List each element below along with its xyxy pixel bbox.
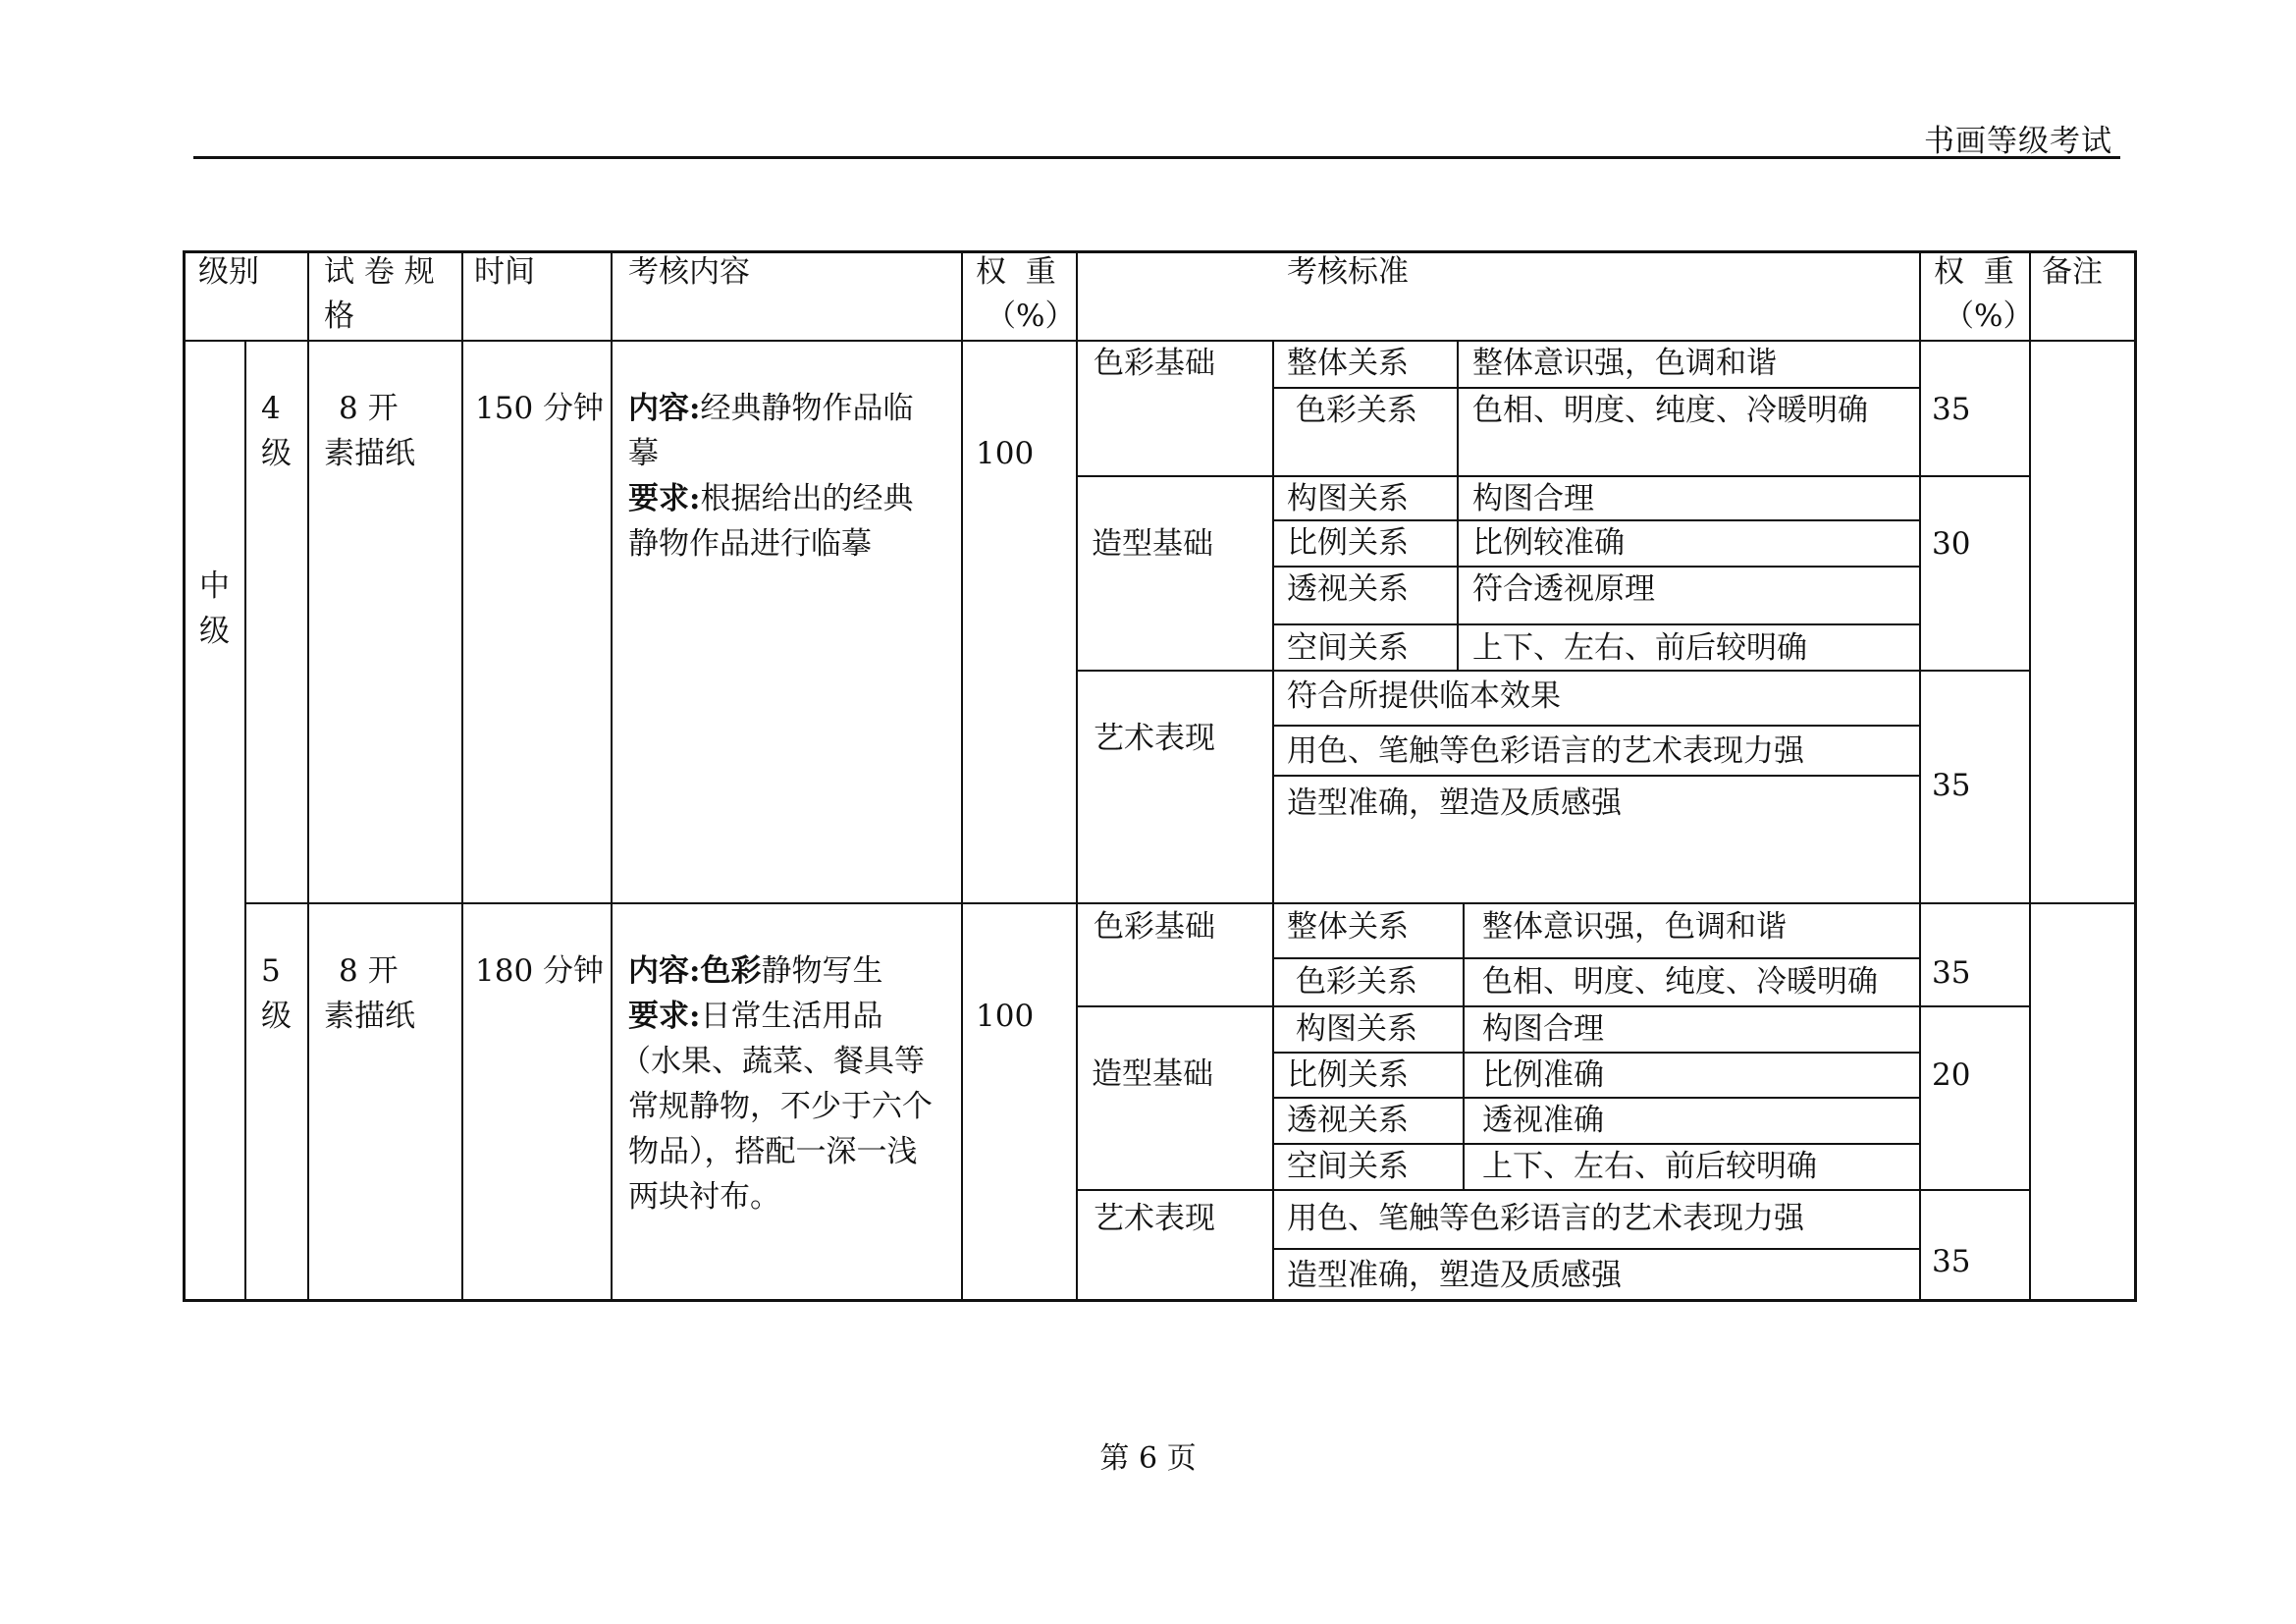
l5-paper-line2: 素描纸 xyxy=(324,999,415,1034)
l5-c1-r2-desc: 色相、明度、纯度、冷暖明确 xyxy=(1482,964,1878,1000)
l4-time: 150 分钟 xyxy=(475,391,605,426)
col-divider-criteria xyxy=(1076,250,1078,1300)
l4-content-label: 内容: xyxy=(628,391,701,426)
l4-c2-r4-sub: 空间关系 xyxy=(1287,630,1409,666)
l4-c2-name: 造型基础 xyxy=(1092,526,1213,562)
l4-c3-r1: 符合所提供临本效果 xyxy=(1287,678,1561,714)
l5-level-line2: 级 xyxy=(261,999,292,1034)
l4-requirement-label: 要求: xyxy=(628,481,701,516)
col-divider-weight2 xyxy=(1919,250,1921,1300)
l4-content-line1 xyxy=(628,386,913,431)
l4-c2-r4-desc: 上下、左右、前后较明确 xyxy=(1472,630,1807,666)
l5-c2-bottom-line xyxy=(1076,1189,2029,1191)
header-paper-line1: 试 卷 规 xyxy=(324,254,435,290)
l5-requirement-line4: 物品），搭配一深一浅 xyxy=(628,1134,918,1169)
page-header-title: 书画等级考试 xyxy=(1924,124,2112,159)
l4-c3-r2: 用色、笔触等色彩语言的艺术表现力强 xyxy=(1287,733,1804,769)
page-number: 第 6 页 xyxy=(1099,1441,1197,1476)
l5-c2-r4-sub: 空间关系 xyxy=(1287,1149,1409,1184)
header-weight-line2: （%） xyxy=(986,298,1076,334)
l5-c3-row1-line xyxy=(1272,1248,1919,1250)
header-weight2-line2: （%） xyxy=(1944,298,2034,334)
col-divider-content xyxy=(611,250,613,1300)
l5-c2-r1-desc: 构图合理 xyxy=(1482,1011,1604,1047)
l5-sub-col-line xyxy=(1272,902,1274,1299)
l5-c2-r1-sub: 构图关系 xyxy=(1296,1011,1417,1047)
l4-c2-r1-desc: 构图合理 xyxy=(1472,481,1594,516)
l4-c3-row2-line xyxy=(1272,775,1919,777)
l4-c2-r1-sub: 构图关系 xyxy=(1287,481,1409,516)
col-divider-paper xyxy=(307,250,309,1300)
l4-c1-r1-desc: 整体意识强，色调和谐 xyxy=(1472,346,1777,381)
l4-level-line2: 级 xyxy=(261,436,292,471)
l4-c1-weight: 35 xyxy=(1932,392,1971,427)
l5-c1-r2-sub: 色彩关系 xyxy=(1296,964,1417,1000)
l4-c3-weight: 35 xyxy=(1932,768,1971,803)
header-criteria: 考核标准 xyxy=(1287,254,1409,290)
col-divider-group xyxy=(244,340,246,1300)
l4-requirement-text: 根据给出的经典 xyxy=(700,481,914,516)
l4-requirement-line2: 静物作品进行临摹 xyxy=(628,526,872,562)
l5-content-label-color: 色彩 xyxy=(700,953,762,989)
header-weight2-line1: 权 重 xyxy=(1934,254,2014,290)
l5-c2-r3-desc: 透视准确 xyxy=(1482,1103,1604,1138)
l5-c2-name: 造型基础 xyxy=(1092,1056,1213,1092)
l5-requirement-label: 要求: xyxy=(628,999,701,1034)
l5-c1-r1-sub: 整体关系 xyxy=(1287,909,1409,945)
l5-c1-weight: 35 xyxy=(1932,955,1971,991)
l5-c3-weight: 35 xyxy=(1932,1244,1971,1279)
l5-paper-line1: 8 开 xyxy=(339,953,399,989)
l5-c3-r1: 用色、笔触等色彩语言的艺术表现力强 xyxy=(1287,1201,1804,1236)
l5-content-line1 xyxy=(628,948,882,994)
col-divider-remark xyxy=(2029,250,2031,1300)
l5-time: 180 分钟 xyxy=(475,953,605,989)
header-content: 考核内容 xyxy=(628,254,750,290)
header-remark: 备注 xyxy=(2042,254,2103,290)
l5-c2-weight: 20 xyxy=(1932,1057,1971,1093)
l4-c2-r3-sub: 透视关系 xyxy=(1287,571,1409,607)
l5-requirement-line5: 两块衬布。 xyxy=(628,1179,780,1215)
l4-desc-col-line-1 xyxy=(1457,340,1459,670)
group-label-line2: 级 xyxy=(199,614,230,649)
header-weight-line1: 权 重 xyxy=(976,254,1056,290)
l4-c3-row1-line xyxy=(1272,725,1919,727)
l5-level-line1: 5 xyxy=(261,953,281,989)
l4-requirement-line1 xyxy=(628,476,913,521)
l5-c1-r1-desc: 整体意识强，色调和谐 xyxy=(1482,909,1787,945)
l4-weight: 100 xyxy=(976,436,1035,471)
l4-c3-r3: 造型准确，塑造及质感强 xyxy=(1287,785,1622,821)
l4-content-line2: 摹 xyxy=(628,436,659,471)
l5-requirement-line1 xyxy=(628,994,882,1039)
group-label-line1: 中 xyxy=(199,568,230,604)
l4-sub-col-line xyxy=(1272,340,1274,902)
header-rule xyxy=(193,156,2120,159)
header-level: 级别 xyxy=(198,254,259,290)
l5-requirement-line3: 常规静物，不少于六个 xyxy=(628,1089,933,1124)
l4-c1-name: 色彩基础 xyxy=(1094,346,1215,381)
l4-c2-weight: 30 xyxy=(1932,526,1971,562)
l5-requirement-line2: （水果、蔬菜、餐具等 xyxy=(620,1044,925,1079)
l4-paper-line2: 素描纸 xyxy=(324,436,415,471)
l4-content-text: 经典静物作品临 xyxy=(700,391,914,426)
l5-c2-r4-desc: 上下、左右、前后较明确 xyxy=(1482,1149,1817,1184)
l5-desc-col-line xyxy=(1463,902,1465,1189)
l5-c3-r2: 造型准确，塑造及质感强 xyxy=(1287,1258,1622,1293)
l5-requirement-text: 日常生活用品 xyxy=(700,999,883,1034)
l5-content-text: 静物写生 xyxy=(761,953,883,989)
col-divider-time xyxy=(461,250,463,1300)
l4-c2-r2-desc: 比例较准确 xyxy=(1472,525,1625,561)
l5-c2-r2-desc: 比例准确 xyxy=(1482,1057,1604,1093)
table-border-bottom xyxy=(183,1299,2137,1302)
l5-c2-r3-sub: 透视关系 xyxy=(1287,1103,1409,1138)
header-time: 时间 xyxy=(474,254,535,290)
l4-c2-r2-sub: 比例关系 xyxy=(1287,525,1409,561)
l4-c2-r3-desc: 符合透视原理 xyxy=(1472,571,1655,607)
header-paper-line2: 格 xyxy=(324,298,354,334)
l4-c3-name: 艺术表现 xyxy=(1094,721,1215,756)
table-border-left xyxy=(183,250,186,1302)
col-divider-weight xyxy=(961,250,963,1300)
l5-c1-name: 色彩基础 xyxy=(1094,909,1215,945)
l5-content-label: 内容: xyxy=(628,953,701,989)
l4-paper-line1: 8 开 xyxy=(339,391,399,426)
l5-c2-r2-sub: 比例关系 xyxy=(1287,1057,1409,1093)
table-border-right xyxy=(2134,250,2137,1302)
l4-c1-r2-desc: 色相、明度、纯度、冷暖明确 xyxy=(1472,393,1868,428)
l4-c1-r2-sub: 色彩关系 xyxy=(1296,393,1417,428)
l5-c3-name: 艺术表现 xyxy=(1094,1201,1215,1236)
l4-level-line1: 4 xyxy=(261,391,281,426)
l5-weight: 100 xyxy=(976,999,1035,1034)
l4-c1-r1-sub: 整体关系 xyxy=(1287,346,1409,381)
